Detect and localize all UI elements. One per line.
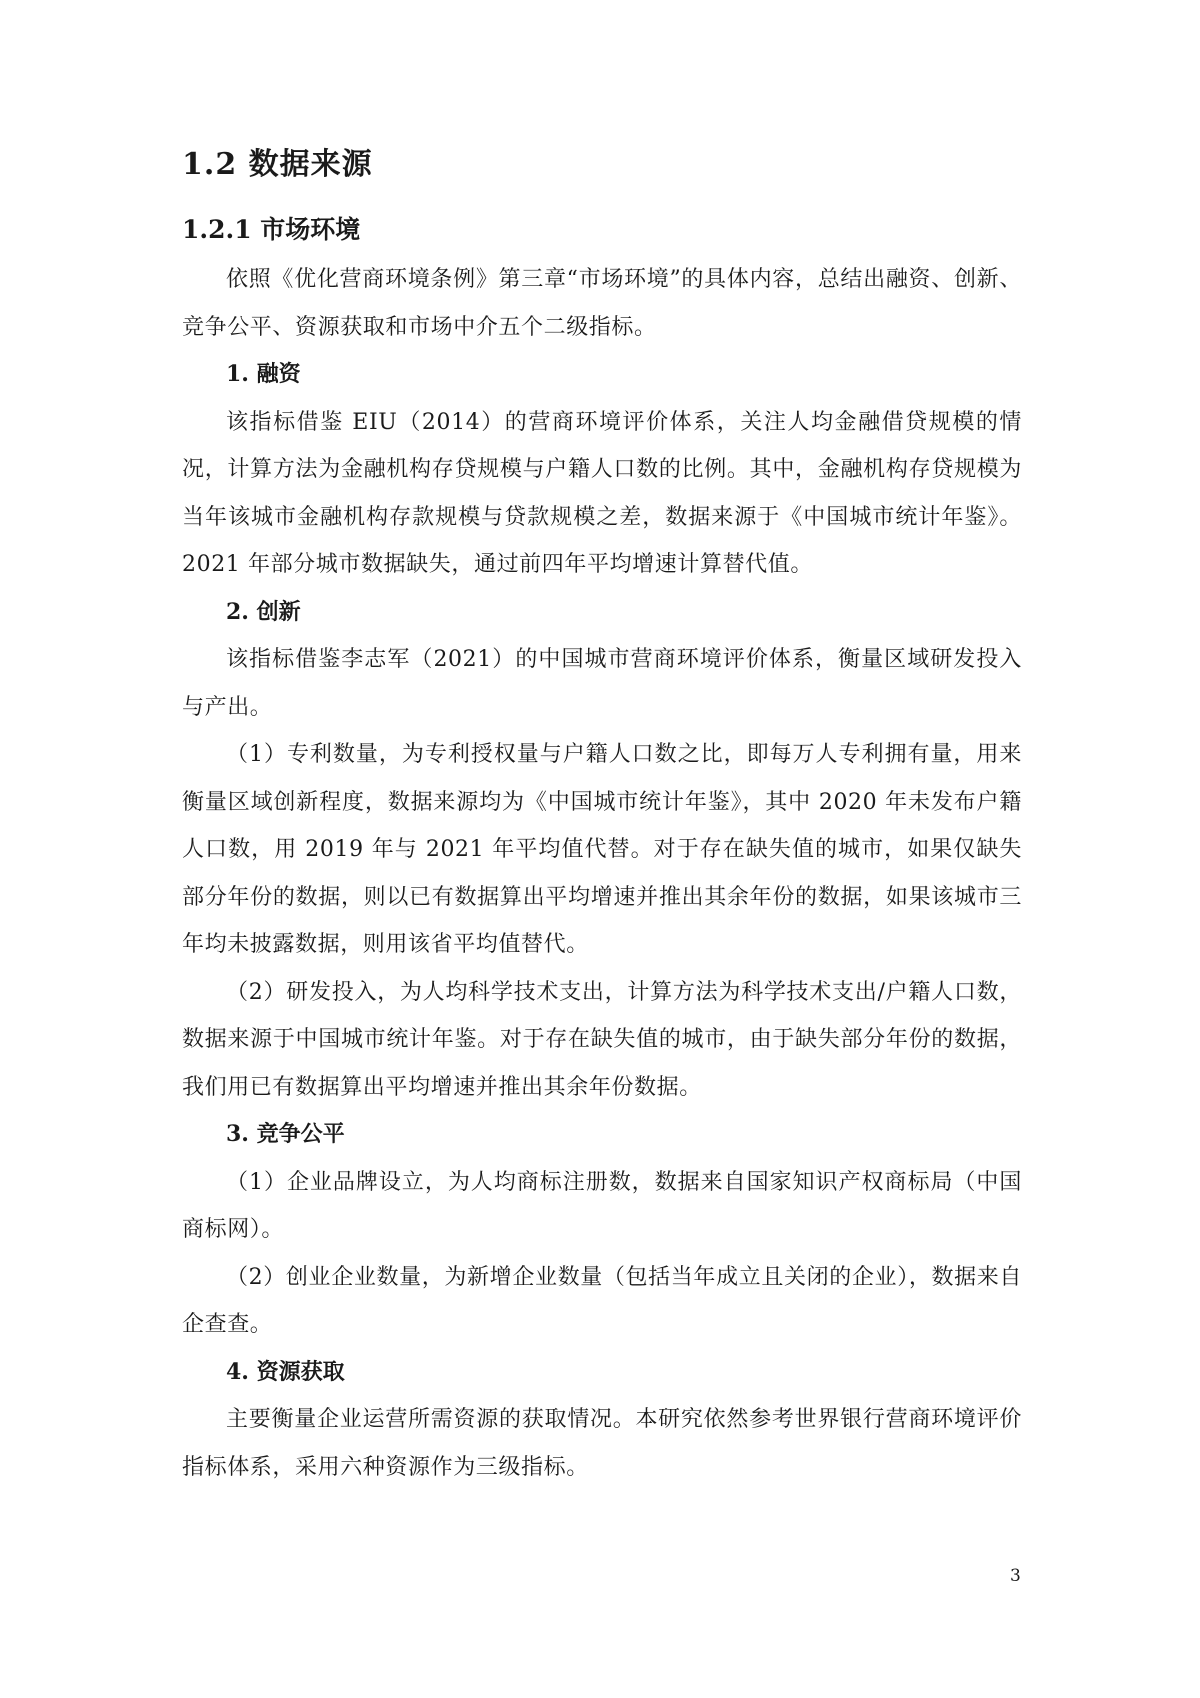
paragraph: （2）创业企业数量，为新增企业数量（包括当年成立且关闭的企业），数据来自企查查。 bbox=[182, 1264, 1022, 1337]
paragraph: 该指标借鉴李志军（2021）的中国城市营商环境评价体系，衡量区域研发投入与产出。 bbox=[182, 647, 1022, 720]
intro-paragraph: 依照《优化营商环境条例》第三章“市场环境”的具体内容，总结出融资、创新、竞争公平、资源获取和市场中介五个二级指标。 bbox=[182, 267, 1022, 340]
section-title: 1.2 数据来源 bbox=[182, 147, 373, 182]
item-heading-resources: 4. 资源获取 bbox=[226, 1358, 345, 1385]
item-heading-competition: 3. 竞争公平 bbox=[226, 1121, 345, 1147]
item-heading-innovation: 2. 创新 bbox=[226, 598, 301, 625]
document-page bbox=[182, 140, 1022, 1491]
item-heading-financing: 1. 融资 bbox=[226, 361, 301, 387]
paragraph: 该指标借鉴 EIU（2014）的营商环境评价体系，关注人均金融借贷规模的情况，计算方法为金融机构存贷规模与户籍人口数的比例。其中，金融机构存贷规模为当年该城市金融机构存款规模与贷款规模之差，数据来源于《中国城市统计年鉴》。2021 年部分城市数据缺失，通过前四年平均增速计算替代值。 bbox=[182, 409, 1022, 577]
paragraph: （1）专利数量，为专利授权量与户籍人口数之比，即每万人专利拥有量，用来衡量区域创新程度，数据来源均为《中国城市统计年鉴》，其中 2020 年未发布户籍人口数，用 2019 年与 2021 年平均值代替。对于存在缺失值的城市，如果仅缺失部分年份的数据，则以已有数据算出平均增速并推出其余年份的数据，如果该城市三年均未披露数据，则用该省平均值替代。 bbox=[182, 742, 1022, 957]
paragraph: （2）研发投入，为人均科学技术支出，计算方法为科学技术支出/户籍人口数，数据来源于中国城市统计年鉴。对于存在缺失值的城市，由于缺失部分年份的数据，我们用已有数据算出平均增速并推出其余年份数据。 bbox=[182, 979, 1022, 1100]
subsection-title: 1.2.1 市场环境 bbox=[182, 215, 361, 244]
page-number: 3 bbox=[1010, 1566, 1021, 1586]
paragraph: （1）企业品牌设立，为人均商标注册数，数据来自国家知识产权商标局（中国商标网）。 bbox=[182, 1169, 1022, 1242]
paragraph: 主要衡量企业运营所需资源的获取情况。本研究依然参考世界银行营商环境评价指标体系，采用六种资源作为三级指标。 bbox=[182, 1407, 1022, 1480]
